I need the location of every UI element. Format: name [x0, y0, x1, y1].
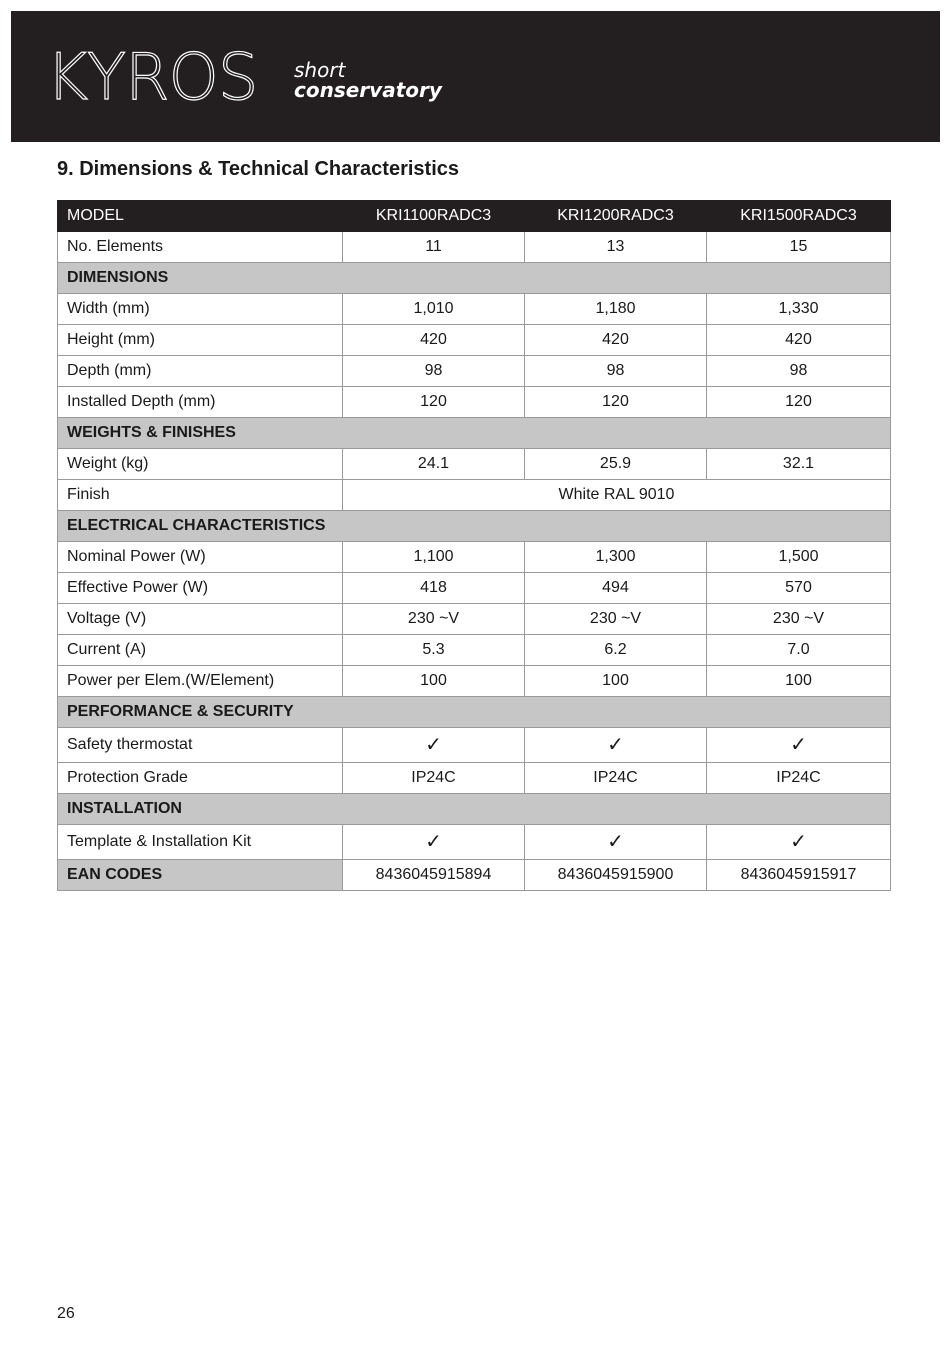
- row-label: Height (mm): [58, 325, 343, 356]
- cell-value: 8436045915917: [707, 860, 891, 891]
- checkmark-icon: ✓: [425, 733, 442, 756]
- cell-value: 420: [707, 325, 891, 356]
- check-cell: [525, 728, 707, 763]
- column-header-kri1500: KRI1500RADC3: [707, 201, 891, 232]
- cell-value: 230 ~V: [525, 604, 707, 635]
- cell-value: 98: [525, 356, 707, 387]
- table-row-height: [58, 325, 891, 356]
- table-row-power-per-element: [58, 666, 891, 697]
- column-header-kri1100: KRI1100RADC3: [343, 201, 525, 232]
- cell-value: 230 ~V: [707, 604, 891, 635]
- cell-value: 15: [707, 232, 891, 263]
- row-label: Finish: [58, 480, 343, 511]
- row-label: Nominal Power (W): [58, 542, 343, 573]
- table-row-ean-codes: [58, 860, 891, 891]
- cell-value: IP24C: [343, 763, 525, 794]
- table-row-protection-grade: [58, 763, 891, 794]
- row-label: Width (mm): [58, 294, 343, 325]
- check-cell: [343, 825, 525, 860]
- table-row-width: [58, 294, 891, 325]
- table-row-safety-thermostat: [58, 728, 891, 763]
- row-label: Current (A): [58, 635, 343, 666]
- page-number: 26: [57, 1305, 75, 1322]
- check-cell: [707, 728, 891, 763]
- specifications-table: [57, 200, 891, 891]
- cell-value: 7.0: [707, 635, 891, 666]
- row-label: Safety thermostat: [58, 728, 343, 763]
- cell-value: 8436045915900: [525, 860, 707, 891]
- table-row-weight: [58, 449, 891, 480]
- table-row-nominal-power: [58, 542, 891, 573]
- section-label: DIMENSIONS: [58, 263, 891, 294]
- row-label: Voltage (V): [58, 604, 343, 635]
- table-row-voltage: [58, 604, 891, 635]
- cell-value: 120: [343, 387, 525, 418]
- cell-value: 420: [343, 325, 525, 356]
- cell-value: 100: [525, 666, 707, 697]
- cell-value: IP24C: [525, 763, 707, 794]
- section-row-electrical: [58, 511, 891, 542]
- subtitle-line2: conservatory: [294, 78, 442, 102]
- cell-value: 24.1: [343, 449, 525, 480]
- cell-value: 1,300: [525, 542, 707, 573]
- cell-value: 100: [343, 666, 525, 697]
- cell-value: 25.9: [525, 449, 707, 480]
- check-cell: [525, 825, 707, 860]
- cell-value: 98: [343, 356, 525, 387]
- section-title: 9. Dimensions & Technical Characteristics: [57, 158, 460, 180]
- section-row-installation: [58, 794, 891, 825]
- table-header-row: [58, 201, 891, 232]
- cell-value: 32.1: [707, 449, 891, 480]
- cell-value: 1,330: [707, 294, 891, 325]
- cell-value: 418: [343, 573, 525, 604]
- cell-value: 570: [707, 573, 891, 604]
- checkmark-icon: ✓: [607, 830, 624, 853]
- cell-value: 1,010: [343, 294, 525, 325]
- cell-value: 13: [525, 232, 707, 263]
- check-cell: [707, 825, 891, 860]
- row-label: Depth (mm): [58, 356, 343, 387]
- brand-logo-text: [46, 41, 258, 115]
- cell-value: 5.3: [343, 635, 525, 666]
- cell-value: 420: [525, 325, 707, 356]
- section-row-dimensions: [58, 263, 891, 294]
- table-row-current: [58, 635, 891, 666]
- cell-value-merged: White RAL 9010: [343, 480, 891, 511]
- checkmark-icon: ✓: [790, 733, 807, 756]
- row-label-ean: EAN CODES: [58, 860, 343, 891]
- table-row-no-elements: [58, 232, 891, 263]
- row-label: Weight (kg): [58, 449, 343, 480]
- cell-value: 100: [707, 666, 891, 697]
- cell-value: 98: [707, 356, 891, 387]
- table-row-template-installation-kit: [58, 825, 891, 860]
- brand-name: KYROS: [46, 41, 258, 115]
- column-header-kri1200: KRI1200RADC3: [525, 201, 707, 232]
- product-subtitle: [294, 60, 442, 100]
- table-row-effective-power: [58, 573, 891, 604]
- section-label: PERFORMANCE & SECURITY: [58, 697, 891, 728]
- cell-value: 120: [707, 387, 891, 418]
- check-cell: [343, 728, 525, 763]
- cell-value: 11: [343, 232, 525, 263]
- row-label: Effective Power (W): [58, 573, 343, 604]
- section-label: WEIGHTS & FINISHES: [58, 418, 891, 449]
- row-label: No. Elements: [58, 232, 343, 263]
- checkmark-icon: ✓: [425, 830, 442, 853]
- section-label: ELECTRICAL CHARACTERISTICS: [58, 511, 891, 542]
- cell-value: 1,100: [343, 542, 525, 573]
- row-label: Power per Elem.(W/Element): [58, 666, 343, 697]
- cell-value: 8436045915894: [343, 860, 525, 891]
- table-row-finish: [58, 480, 891, 511]
- row-label: Installed Depth (mm): [58, 387, 343, 418]
- cell-value: 1,180: [525, 294, 707, 325]
- row-label: Template & Installation Kit: [58, 825, 343, 860]
- column-header-model: MODEL: [58, 201, 343, 232]
- row-label: Protection Grade: [58, 763, 343, 794]
- checkmark-icon: ✓: [790, 830, 807, 853]
- cell-value: 6.2: [525, 635, 707, 666]
- checkmark-icon: ✓: [607, 733, 624, 756]
- cell-value: IP24C: [707, 763, 891, 794]
- cell-value: 120: [525, 387, 707, 418]
- cell-value: 230 ~V: [343, 604, 525, 635]
- table-row-depth: [58, 356, 891, 387]
- section-label: INSTALLATION: [58, 794, 891, 825]
- subtitle-line1: short: [294, 58, 346, 82]
- table-row-installed-depth: [58, 387, 891, 418]
- section-row-performance-security: [58, 697, 891, 728]
- cell-value: 1,500: [707, 542, 891, 573]
- cell-value: 494: [525, 573, 707, 604]
- section-row-weights-finishes: [58, 418, 891, 449]
